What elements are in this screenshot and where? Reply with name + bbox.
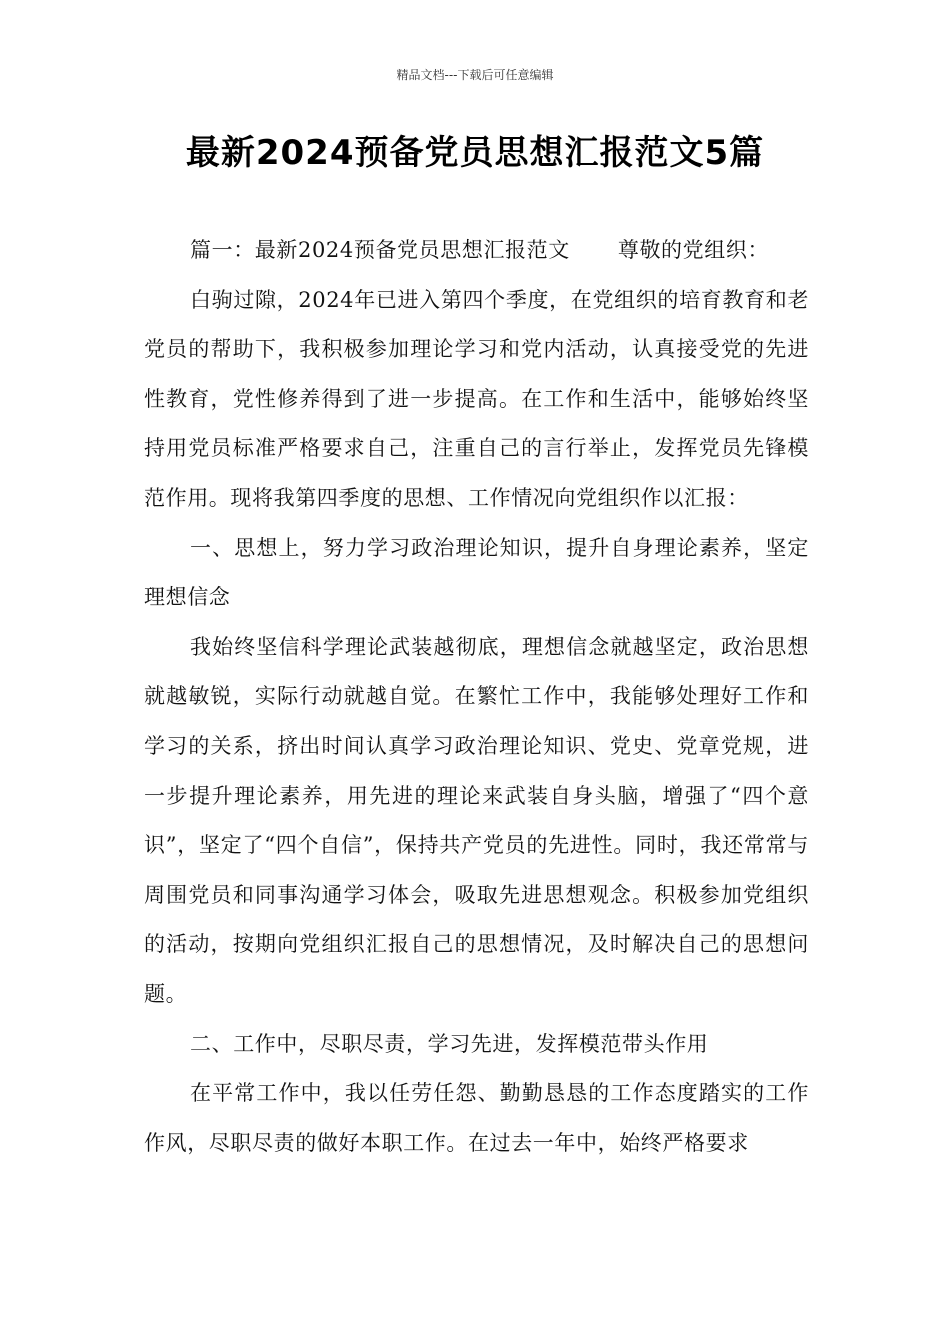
salutation: 尊敬的党组织： (617, 238, 770, 262)
section-heading: 篇一：最新2024预备党员思想汇报范文 (190, 238, 570, 262)
paragraph-intro: 白驹过隙，2024年已进入第四个季度，在党组织的培育教育和老党员的帮助下，我积极参加理论学习和党内活动，认真接受党的先进性教育，党性修养得到了进一步提高。在工作和生活中，能够始终坚持用党员标准严格要求自己，注重自己的言行举止，发挥党员先锋模范作用。现将我第四季度的思想、工作情况向党组织作以汇报： (144, 287, 809, 510)
document-title: 最新2024预备党员思想汇报范文5篇 (185, 133, 765, 173)
paragraph-point-1-heading: 一、思想上，努力学习政治理论知识，提升自身理论素养，坚定理想信念 (144, 535, 809, 610)
paragraph-point-2-heading: 二、工作中，尽职尽责，学习先进，发挥模范带头作用 (190, 1031, 709, 1056)
paragraph-point-1-body: 我始终坚信科学理论武装越彻底，理想信念就越坚定，政治思想就越敏锐，实际行动就越自觉。在繁忙工作中，我能够处理好工作和学习的关系，挤出时间认真学习政治理论知识、党史、党章党规，进一步提升理论素养，用先进的理论来武装自身头脑，增强了“四个意识”，坚定了“四个自信”，保持共产党员的先进性。同时，我还常常与周围党员和同事沟通学习体会，吸取先进思想观念。积极参加党组织的活动，按期向党组织汇报自己的思想情况，及时解决自己的思想问题。 (144, 634, 809, 1006)
paragraph-point-2-body: 在平常工作中，我以任劳任怨、勤勤恳恳的工作态度踏实的工作作风，尽职尽责的做好本职工作。在过去一年中，始终严格要求 (144, 1081, 809, 1155)
document-body (144, 226, 809, 1168)
section-heading-line (144, 226, 809, 276)
header-note: 精品文档---下载后可任意编辑 (396, 68, 554, 82)
